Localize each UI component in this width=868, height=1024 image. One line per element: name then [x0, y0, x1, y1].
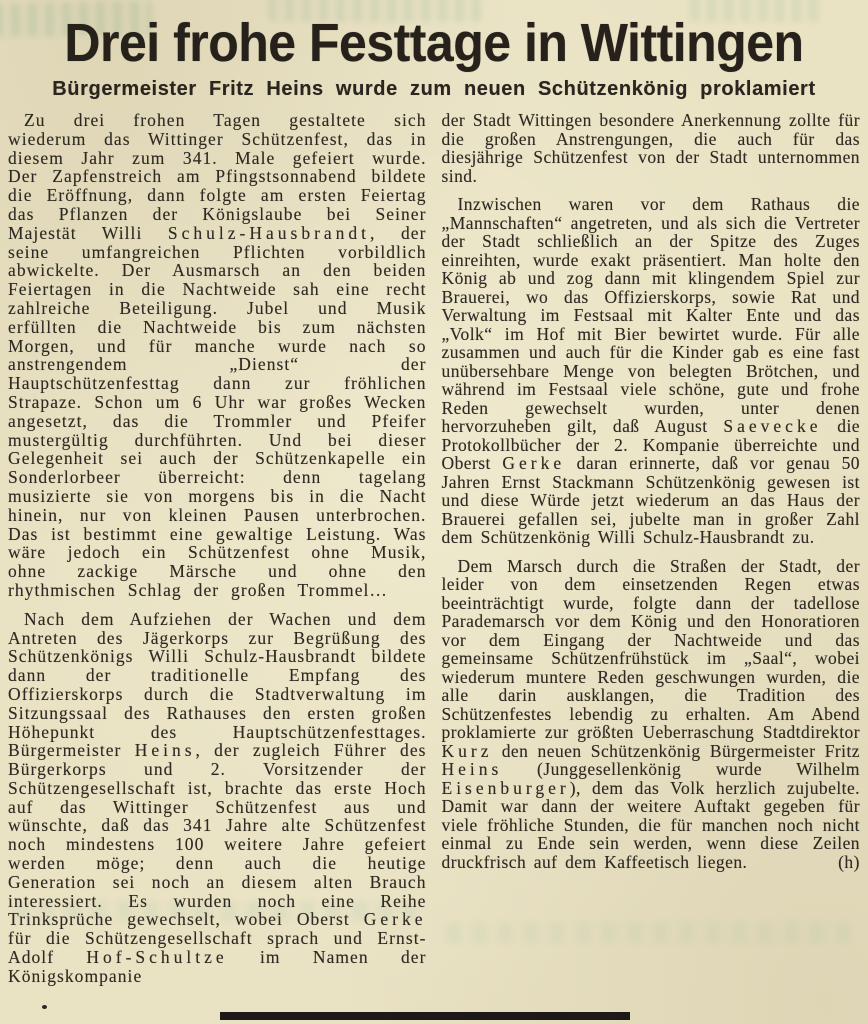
paragraph-text: der Stadt Wittingen besondere Anerkennung zollte für die großen Anstrengungen, die auch für das diesjährige Schützenfest von der Stadt unternommen sind. — [441, 110, 860, 186]
paragraph-text: Zu drei frohen Tagen gestaltete sich wiederum das Wittinger Schützenfest, das in diesem Jahr zum 341. Male gefeiert wurde. Der Zapfenstreich am Pfingstsonnabend bildete die Eröffnung, dann folgte am ersten Feiertag das Pflanzen der Königslaube bei Seiner Majestät Willi — [8, 110, 427, 243]
article-header — [0, 12, 868, 101]
paragraph-text: Dem Marsch durch die Straßen der Stadt, der leider von dem einsetzenden Regen etwas beeinträchtigt wurde, folgte dann der tadellose Parademarsch vor dem König und den Honoratioren vor dem Eingang der Nachtweide und das gemeinsame Schützenfrühstück im „Saal“, wobei wiederum muntere Reden geschwungen wurden, die alle darin ausklangen, die Tradition des Schützenfestes lebendig zu erhalten. Am Abend proklamierte zur größten Ueberraschung Stadtdirektor — [441, 555, 860, 742]
paragraph-text: für die Schützengesellschaft sprach und Ernst-Adolf — [8, 928, 427, 968]
person-name: Gerke — [502, 453, 566, 473]
person-name: Hof-Schultze — [86, 947, 228, 968]
paragraph-text: Inzwischen waren vor dem Rathaus die „Mannschaften“ angetreten, und als sich die Vertreter der Stadt schließlich an der Spitze des Zuges einreihten, wurde exakt präsentiert. Man holte den König ab und zog dann mit klingendem Spiel zur Brauerei, wo das Offizierskorps, sowie Rat und Verwaltung im Festsaal mit Kalter Ente und das „Volk“ im Hof mit Bier bewirtet wurde. Für alle zusammen und auch für die Kinder gab es eine fast unübersehbare Menge von belegten Brötchen, und während im Festsaal viele schöne, gute und frohe Reden gewechselt wurden, unter denen hervorzuheben gilt, daß August — [441, 194, 860, 436]
person-name: Schulz-Hausbrandt — [167, 222, 371, 243]
paragraph-text: (Junggesellenkönig wurde Wilhelm — [502, 759, 860, 779]
person-name: Kurz — [441, 740, 493, 761]
person-name: Gerke — [363, 909, 427, 930]
paragraph-text: , der zugleich Führer des Bürgerkorps und 2. Vorsitzender der Schützengesellschaft ist, brachte das erste Hoch auf das Wittinger Schützenfest aus und wünschte, daß das 341 Jahre alte Schützenfest noch mindestens 100 weitere Jahre gefeiert werden möge; denn auch die heutige Generation sei noch an diesem alten Brauch interessiert. Es wurden noch eine Reihe Trinksprüche gewechselt, wobei Oberst — [8, 740, 427, 930]
column-right — [442, 111, 861, 996]
article-paragraph — [8, 610, 427, 986]
paragraph-text: den neuen Schützenkönig Bürgermeister Fritz — [492, 740, 860, 761]
paragraph-text: , der seine umfangreichen Pflichten vorbildlich abwickelte. Der Ausmarsch an den beiden Feiertagen in die Nachtweide sah eine recht zahlreiche Beteiligung. Jubel und Musik erfüllten die Nachtweide bis zum nächsten Morgen, und für manche wurde nach so anstrengendem „Dienst“ der Hauptschützenfesttag dann zur fröhlichen Strapaze. Schon um 6 Uhr war großes Wecken angesetzt, das die Trommler und Pfeifer mustergültig durchführten. Und bei dieser Gelegenheit sei auch der Schützenkapelle ein Sonderlorbeer überreicht: denn tagelang musizierte sie von morgens bis in die Nacht hinein, nur von kleinen Pausen unterbrochen. Das ist bestimmt eine gewaltige Leistung. Was wäre jedoch ein Schützenfest ohne Musik, ohne zackige Märsche und ohne den rhythmischen Schlag der großen Trommel… — [8, 222, 427, 600]
person-name: Eisenburger — [441, 777, 570, 798]
article-paragraph — [442, 557, 861, 872]
person-name: Saevecke — [723, 416, 822, 436]
author-initial: (h) — [838, 851, 860, 872]
paragraph-text: Nach dem Aufziehen der Wachen und dem Antreten des Jägerkorps zur Begrüßung des Schützenkönigs Willi Schulz-Hausbrandt bildete dann der traditionelle Empfang des Offizierskorps durch die Stadtverwaltung im Sitzungssaal des Rathauses den ersten großen Höhepunkt des Hauptschützenfesttages. Bürgermeister — [8, 608, 427, 761]
article-paragraph — [442, 111, 861, 185]
person-name: Heins — [441, 759, 503, 779]
article-paragraph — [442, 195, 861, 547]
bottom-rule — [220, 1012, 630, 1020]
ink-dot — [42, 1005, 47, 1009]
paragraph-text: die Protokollbücher der 2. Kompanie überreichte und Oberst — [441, 416, 860, 473]
person-name: Heins — [134, 740, 196, 761]
paragraph-text: im Namen der Königskompanie — [8, 947, 427, 986]
paragraph-text: daran erinnerte, daß vor genau 50 Jahren Ernst Stackmann Schützenkönig gewesen ist und diese Würde jetzt wiederum an das Haus der Brauerei gefallen sei, jubelte man in großer Zahl dem Schützenkönig Willi Schulz-Hausbrandt zu. — [441, 453, 860, 547]
paragraph-text: ), dem das Volk herzlich zujubelte. Damit war dann der weitere Auftakt gegeben für viele fröhliche Stunden, die für manchen noch nicht einmal zu Ende sein werden, wenn diese Zeilen druckfrisch auf dem Kaffeetisch liegen. — [441, 777, 860, 872]
article-body — [0, 111, 868, 996]
headline: Drei frohe Festtage in Wittingen — [64, 13, 804, 73]
article-paragraph — [8, 111, 427, 600]
subhead: Bürgermeister Fritz Heins wurde zum neuen Schützenkönig proklamiert — [52, 78, 816, 100]
column-left — [8, 111, 427, 996]
